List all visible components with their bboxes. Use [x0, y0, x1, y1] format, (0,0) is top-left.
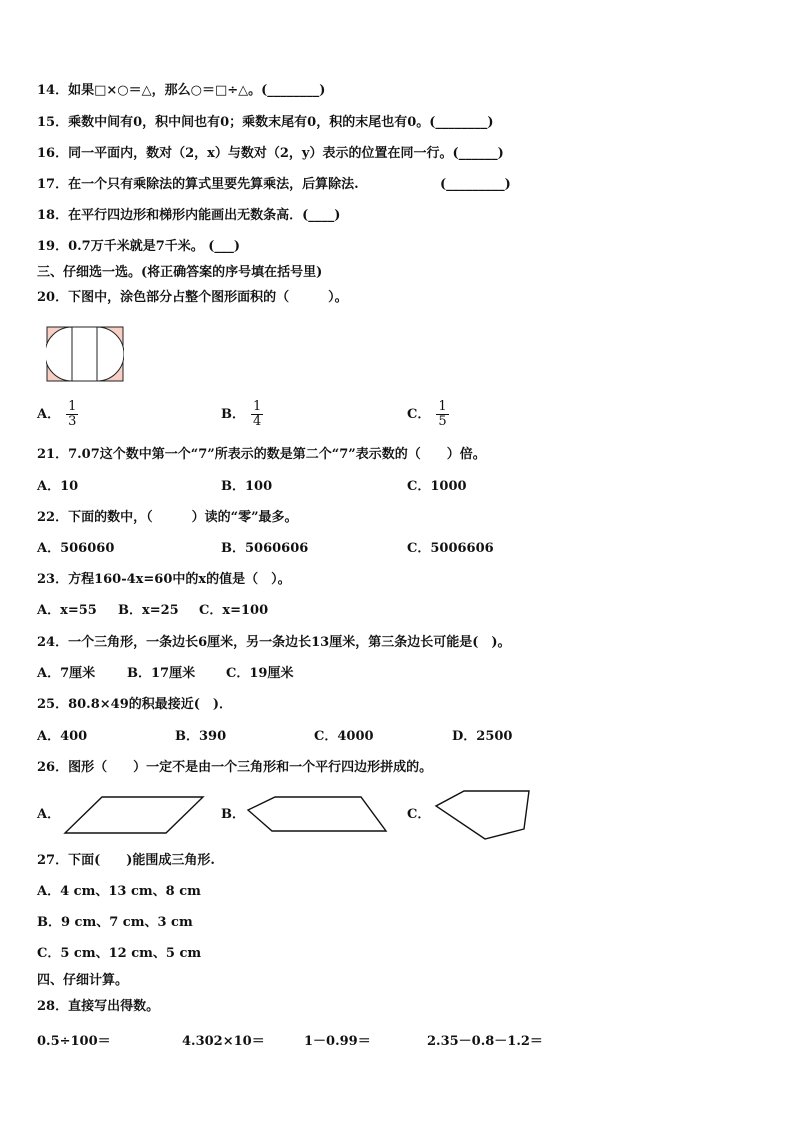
q24-option-c[interactable]: C．19厘米: [226, 666, 294, 681]
q27-option-c[interactable]: C．5 cm、12 cm、5 cm: [37, 946, 202, 961]
q26-option-a-label[interactable]: A．: [37, 807, 61, 822]
q20-option-c[interactable]: C． $\frac{1}{5}$: [407, 399, 447, 429]
q20-shaded-figure: [46, 326, 124, 382]
q23-option-a[interactable]: A．x=55: [37, 603, 97, 618]
question-20-stem: 20．下图中，涂色部分占整个图形面积的（ ）。: [37, 290, 348, 305]
question-24-stem: 24．一个三角形，一条边长6厘米，另一条边长13厘米，第三条边长可能是( )。: [37, 635, 511, 650]
q23-option-b[interactable]: B．x=25: [118, 603, 179, 618]
fraction: $\frac{1}{5}$: [438, 399, 447, 429]
question-22-stem: 22．下面的数中，（ ）读的“零”最多。: [37, 510, 298, 525]
q26-option-b-label[interactable]: B．: [221, 807, 245, 822]
question-21-stem: 21．7.07这个数中第一个“7”所表示的数是第二个“7”表示数的（ ）倍。: [37, 447, 486, 462]
q20-option-a[interactable]: A． $\frac{1}{3}$: [37, 399, 77, 429]
q24-option-b[interactable]: B．17厘米: [127, 666, 196, 681]
q28-item-3[interactable]: 1－0.99＝: [304, 1034, 371, 1049]
q27-option-a[interactable]: A．4 cm、13 cm、8 cm: [37, 884, 201, 899]
q20-option-b[interactable]: B． $\frac{1}{4}$: [221, 399, 262, 429]
q21-option-a[interactable]: A．10: [37, 479, 79, 494]
fraction: $\frac{1}{3}$: [68, 399, 77, 429]
q26-shape-c-pentagon[interactable]: [433, 788, 533, 842]
q21-option-c[interactable]: C．1000: [407, 479, 467, 494]
question-17: 17．在一个只有乘除法的算式里要先算乘法，后算除法.: [37, 177, 359, 192]
q26-shape-b-trapezoid[interactable]: [245, 794, 389, 834]
question-19: 19．0.7万千米就是7千米。 (___): [37, 239, 241, 254]
question-18: 18．在平行四边形和梯形内能画出无数条高．(____): [37, 208, 341, 223]
fraction: $\frac{1}{4}$: [253, 399, 262, 429]
q27-option-b[interactable]: B．9 cm、7 cm、3 cm: [37, 915, 193, 930]
q28-item-4[interactable]: 2.35－0.8－1.2＝: [427, 1034, 543, 1049]
q24-option-a[interactable]: A．7厘米: [37, 666, 96, 681]
question-26-stem: 26．图形（ ）一定不是由一个三角形和一个平行四边形拼成的。: [37, 760, 433, 775]
question-14: 14．如果□×○＝△，那么○＝□÷△。(________): [37, 83, 326, 98]
q25-option-c[interactable]: C．4000: [314, 729, 374, 744]
q22-option-a[interactable]: A．506060: [37, 541, 115, 556]
q23-option-c[interactable]: C．x=100: [199, 603, 269, 618]
question-23-stem: 23．方程160-4x=60中的x的值是（ ）。: [37, 572, 291, 587]
question-16: 16．同一平面内，数对（2，x）与数对（2，y）表示的位置在同一行。(______): [37, 146, 504, 161]
section-3-heading: 三、仔细选一选。(将正确答案的序号填在括号里): [37, 265, 323, 280]
q28-item-1[interactable]: 0.5÷100＝: [37, 1034, 111, 1049]
q21-option-b[interactable]: B．100: [221, 479, 273, 494]
q26-shape-a-parallelogram[interactable]: [62, 794, 206, 836]
question-25-stem: 25．80.8×49的积最接近( )．: [37, 697, 233, 712]
q28-item-2[interactable]: 4.302×10＝: [182, 1034, 265, 1049]
question-28-stem: 28．直接写出得数。: [37, 999, 160, 1014]
q25-option-a[interactable]: A．400: [37, 729, 88, 744]
q22-option-c[interactable]: C．5006606: [407, 541, 494, 556]
question-27-stem: 27．下面( )能围成三角形.: [37, 853, 215, 868]
q25-option-b[interactable]: B．390: [175, 729, 227, 744]
question-15: 15．乘数中间有0，积中间也有0；乘数末尾有0，积的末尾也有0。(________): [37, 115, 494, 130]
q26-option-c-label[interactable]: C．: [407, 807, 431, 822]
section-4-heading: 四、仔细计算。: [37, 973, 129, 988]
question-17-blank[interactable]: (_________): [440, 177, 511, 192]
q22-option-b[interactable]: B．5060606: [221, 541, 309, 556]
q25-option-d[interactable]: D．2500: [452, 729, 513, 744]
